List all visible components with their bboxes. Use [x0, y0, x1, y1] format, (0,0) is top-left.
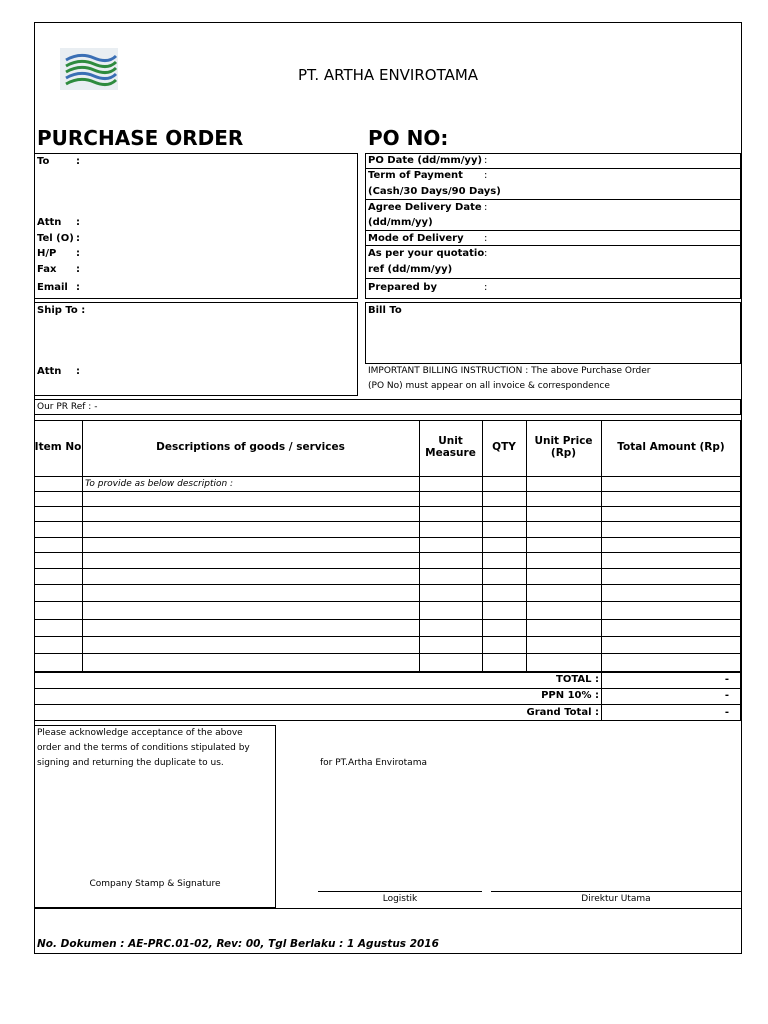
logistik-label: Logistik	[382, 894, 418, 904]
logo-icon	[60, 48, 118, 90]
billing-instruction-2: (PO No) must appear on all invoice & correspondence	[368, 381, 610, 391]
po-date-label: PO Date (dd/mm/yy)	[368, 155, 483, 166]
ppn-value: -	[724, 690, 729, 701]
company-stamp-label: Company Stamp & Signature	[89, 879, 221, 889]
quotation-colon: :	[484, 248, 488, 259]
direktur-label: Direktur Utama	[581, 894, 651, 904]
grand-total-value: -	[724, 707, 729, 718]
to-label: To	[37, 156, 50, 167]
billing-instruction-1: IMPORTANT BILLING INSTRUCTION : The above Purchase Order	[368, 366, 651, 376]
pr-ref-text: Our PR Ref : -	[37, 402, 98, 412]
ship-attn-colon: :	[76, 366, 80, 377]
fax-colon: :	[76, 264, 80, 275]
term-payment-colon: :	[484, 170, 488, 181]
table-row	[34, 506, 741, 507]
prepared-by-colon: :	[484, 282, 488, 293]
table-row	[34, 636, 741, 637]
company-name: PT. ARTHA ENVIROTAMA	[297, 66, 479, 84]
col-unit-line2: Measure	[425, 447, 476, 459]
delivery-mode-label: Mode of Delivery	[368, 233, 464, 244]
col-price-line1: Unit Price	[534, 435, 593, 448]
acknowledge-line-3: signing and returning the duplicate to us.	[37, 758, 224, 768]
total-label: TOTAL :	[556, 674, 599, 685]
fax-label: Fax	[37, 264, 57, 275]
delivery-date-label: Agree Delivery Date	[368, 202, 482, 213]
ship-to-box	[34, 302, 358, 396]
col-item-no: Item No	[34, 441, 82, 454]
pr-ref-box	[34, 399, 741, 415]
bill-to-box	[365, 302, 741, 364]
attn-colon: :	[76, 217, 80, 228]
logistik-signature-line	[318, 891, 482, 892]
divider	[365, 199, 741, 200]
acknowledge-line-2: order and the terms of conditions stipulated by	[37, 743, 250, 753]
attn-label: Attn	[37, 217, 62, 228]
tel-colon: :	[76, 233, 80, 244]
footer-divider	[34, 908, 741, 909]
quotation-label: As per your quotatio	[368, 248, 485, 259]
table-row	[34, 601, 741, 602]
delivery-mode-colon: :	[484, 233, 488, 244]
first-row-description: To provide as below description :	[85, 479, 234, 489]
totals-divider	[34, 704, 741, 705]
table-row	[34, 584, 741, 585]
col-price-line2: (Rp)	[550, 447, 577, 459]
hp-label: H/P	[37, 248, 57, 259]
col-description: Descriptions of goods / services	[156, 441, 345, 454]
col-unit-line1: Unit	[438, 435, 463, 448]
ppn-label: PPN 10% :	[541, 690, 599, 701]
divider	[365, 278, 741, 279]
delivery-date-format: (dd/mm/yy)	[368, 217, 433, 228]
page-title: PURCHASE ORDER	[37, 126, 244, 150]
to-colon: :	[76, 156, 80, 167]
table-row	[34, 521, 741, 522]
po-number-label: PO NO:	[368, 126, 449, 150]
totals-column-divider	[601, 672, 602, 721]
tel-label: Tel (O)	[37, 233, 74, 244]
col-unit-price	[526, 420, 601, 476]
table-row	[34, 552, 741, 553]
ship-to-label: Ship To :	[37, 305, 86, 316]
col-total-amount: Total Amount (Rp)	[617, 441, 725, 454]
company-logo	[60, 48, 118, 90]
po-date-colon: :	[484, 155, 488, 166]
bill-to-label: Bill To	[368, 305, 402, 316]
for-company-label: for PT.Artha Envirotama	[320, 758, 427, 768]
divider	[365, 230, 741, 231]
table-row	[34, 568, 741, 569]
vendor-info-box	[34, 153, 358, 299]
quotation-ref: ref (dd/mm/yy)	[368, 264, 453, 275]
table-row	[34, 619, 741, 620]
term-payment-options: (Cash/30 Days/90 Days)	[368, 186, 501, 197]
grand-total-label: Grand Total :	[526, 707, 599, 718]
divider	[365, 245, 741, 246]
table-header-divider	[34, 476, 741, 477]
table-row	[34, 537, 741, 538]
divider	[365, 168, 741, 169]
delivery-date-colon: :	[484, 202, 488, 213]
total-value: -	[724, 674, 729, 685]
ship-attn-label: Attn	[37, 366, 62, 377]
col-unit	[419, 420, 482, 476]
totals-divider	[34, 688, 741, 689]
email-colon: :	[76, 282, 80, 293]
acknowledge-line-1: Please acknowledge acceptance of the above	[37, 728, 243, 738]
email-label: Email	[37, 282, 68, 293]
term-payment-label: Term of Payment	[368, 170, 463, 181]
direktur-signature-line	[491, 891, 741, 892]
document-number: No. Dokumen : AE-PRC.01-02, Rev: 00, Tgl Berlaku : 1 Agustus 2016	[37, 938, 439, 950]
prepared-by-label: Prepared by	[368, 282, 437, 293]
table-row	[34, 653, 741, 654]
hp-colon: :	[76, 248, 80, 259]
col-qty: QTY	[492, 441, 516, 454]
table-row	[34, 491, 741, 492]
